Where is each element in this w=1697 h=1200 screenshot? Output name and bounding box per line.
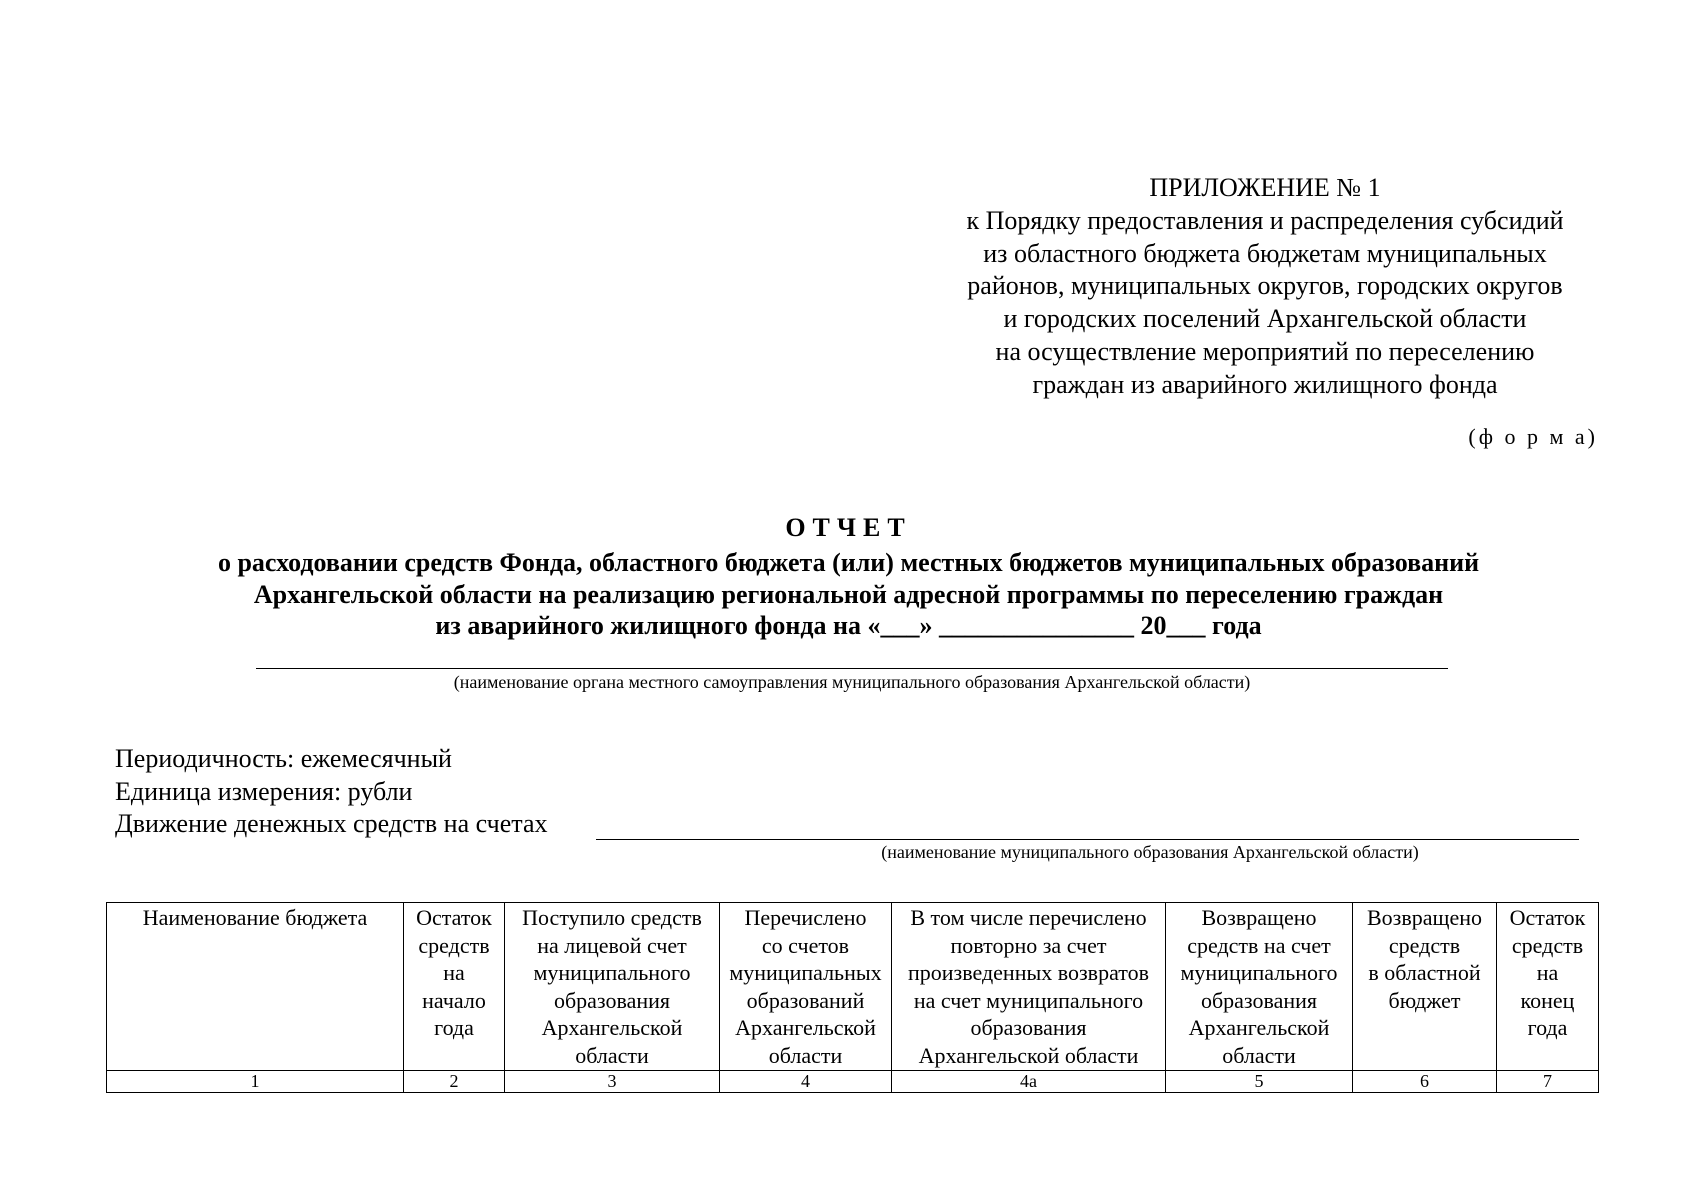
table-header-row [107, 903, 1599, 1071]
report-subtitle [0, 547, 1697, 642]
header-transferred: Перечислено со счетов муниципальных образований Архангельской области [720, 903, 892, 1071]
header-budget-name: Наименование бюджета [107, 903, 404, 1071]
municipality-name-underline [596, 839, 1579, 840]
report-subtitle-line: Архангельской области на реализацию региональной адресной программы по переселению граждан [253, 579, 1444, 609]
table-column-numbers-row [107, 1071, 1599, 1093]
column-number: 5 [1166, 1071, 1353, 1093]
column-number: 3 [505, 1071, 720, 1093]
column-number: 6 [1353, 1071, 1497, 1093]
column-number: 4 [720, 1071, 892, 1093]
header-received: Поступило средств на лицевой счет муниципального образования Архангельской области [505, 903, 720, 1071]
org-name-underline [256, 668, 1448, 669]
header-balance-end: Остаток средств на конец года [1497, 903, 1599, 1071]
form-label: (ф о р м а) [1468, 424, 1598, 449]
appendix-line: на осуществление мероприятий по переселению [995, 336, 1535, 366]
appendix-line: и городских поселений Архангельской области [1003, 304, 1527, 334]
municipality-name-caption: (наименование муниципального образования Архангельской области) [881, 842, 1419, 862]
header-returned-municipal: Возвращено средств на счет муниципального образования Архангельской области [1166, 903, 1353, 1071]
appendix-line: районов, муниципальных округов, городских округов [967, 271, 1563, 301]
cash-movement-label: Движение денежных средств на счетах [115, 809, 548, 838]
periodicity: Периодичность: ежемесячный [115, 744, 452, 773]
report-title: ОТЧЕТ [785, 513, 912, 542]
appendix-line: из областного бюджета бюджетам муниципальных [983, 238, 1547, 268]
column-number: 4а [892, 1071, 1166, 1093]
appendix-line: к Порядку предоставления и распределения субсидий [966, 205, 1564, 235]
unit-of-measure: Единица измерения: рубли [115, 776, 413, 806]
header-balance-start: Остаток средств на начало года [404, 903, 505, 1071]
report-table [106, 902, 1599, 1093]
appendix-title: ПРИЛОЖЕНИЕ № 1 [1149, 173, 1381, 202]
column-number: 7 [1497, 1071, 1599, 1093]
appendix-line: граждан из аварийного жилищного фонда [1032, 369, 1498, 399]
header-transferred-repeat: В том числе перечислено повторно за счет произведенных возвратов на счет муниципального образования Архангельской области [892, 903, 1166, 1071]
report-subtitle-line: о расходовании средств Фонда, областного бюджета (или) местных бюджетов муниципальных образований [217, 548, 1480, 577]
header-returned-regional: Возвращено средств в областной бюджет [1353, 903, 1497, 1071]
column-number: 2 [404, 1071, 505, 1093]
appendix-block [915, 172, 1615, 402]
org-name-caption: (наименование органа местного самоуправления муниципального образования Архангельской области) [453, 672, 1251, 692]
report-params [115, 743, 547, 841]
report-subtitle-line: из аварийного жилищного фонда на «___» _______________ 20___ года [435, 611, 1262, 640]
column-number: 1 [107, 1071, 404, 1093]
